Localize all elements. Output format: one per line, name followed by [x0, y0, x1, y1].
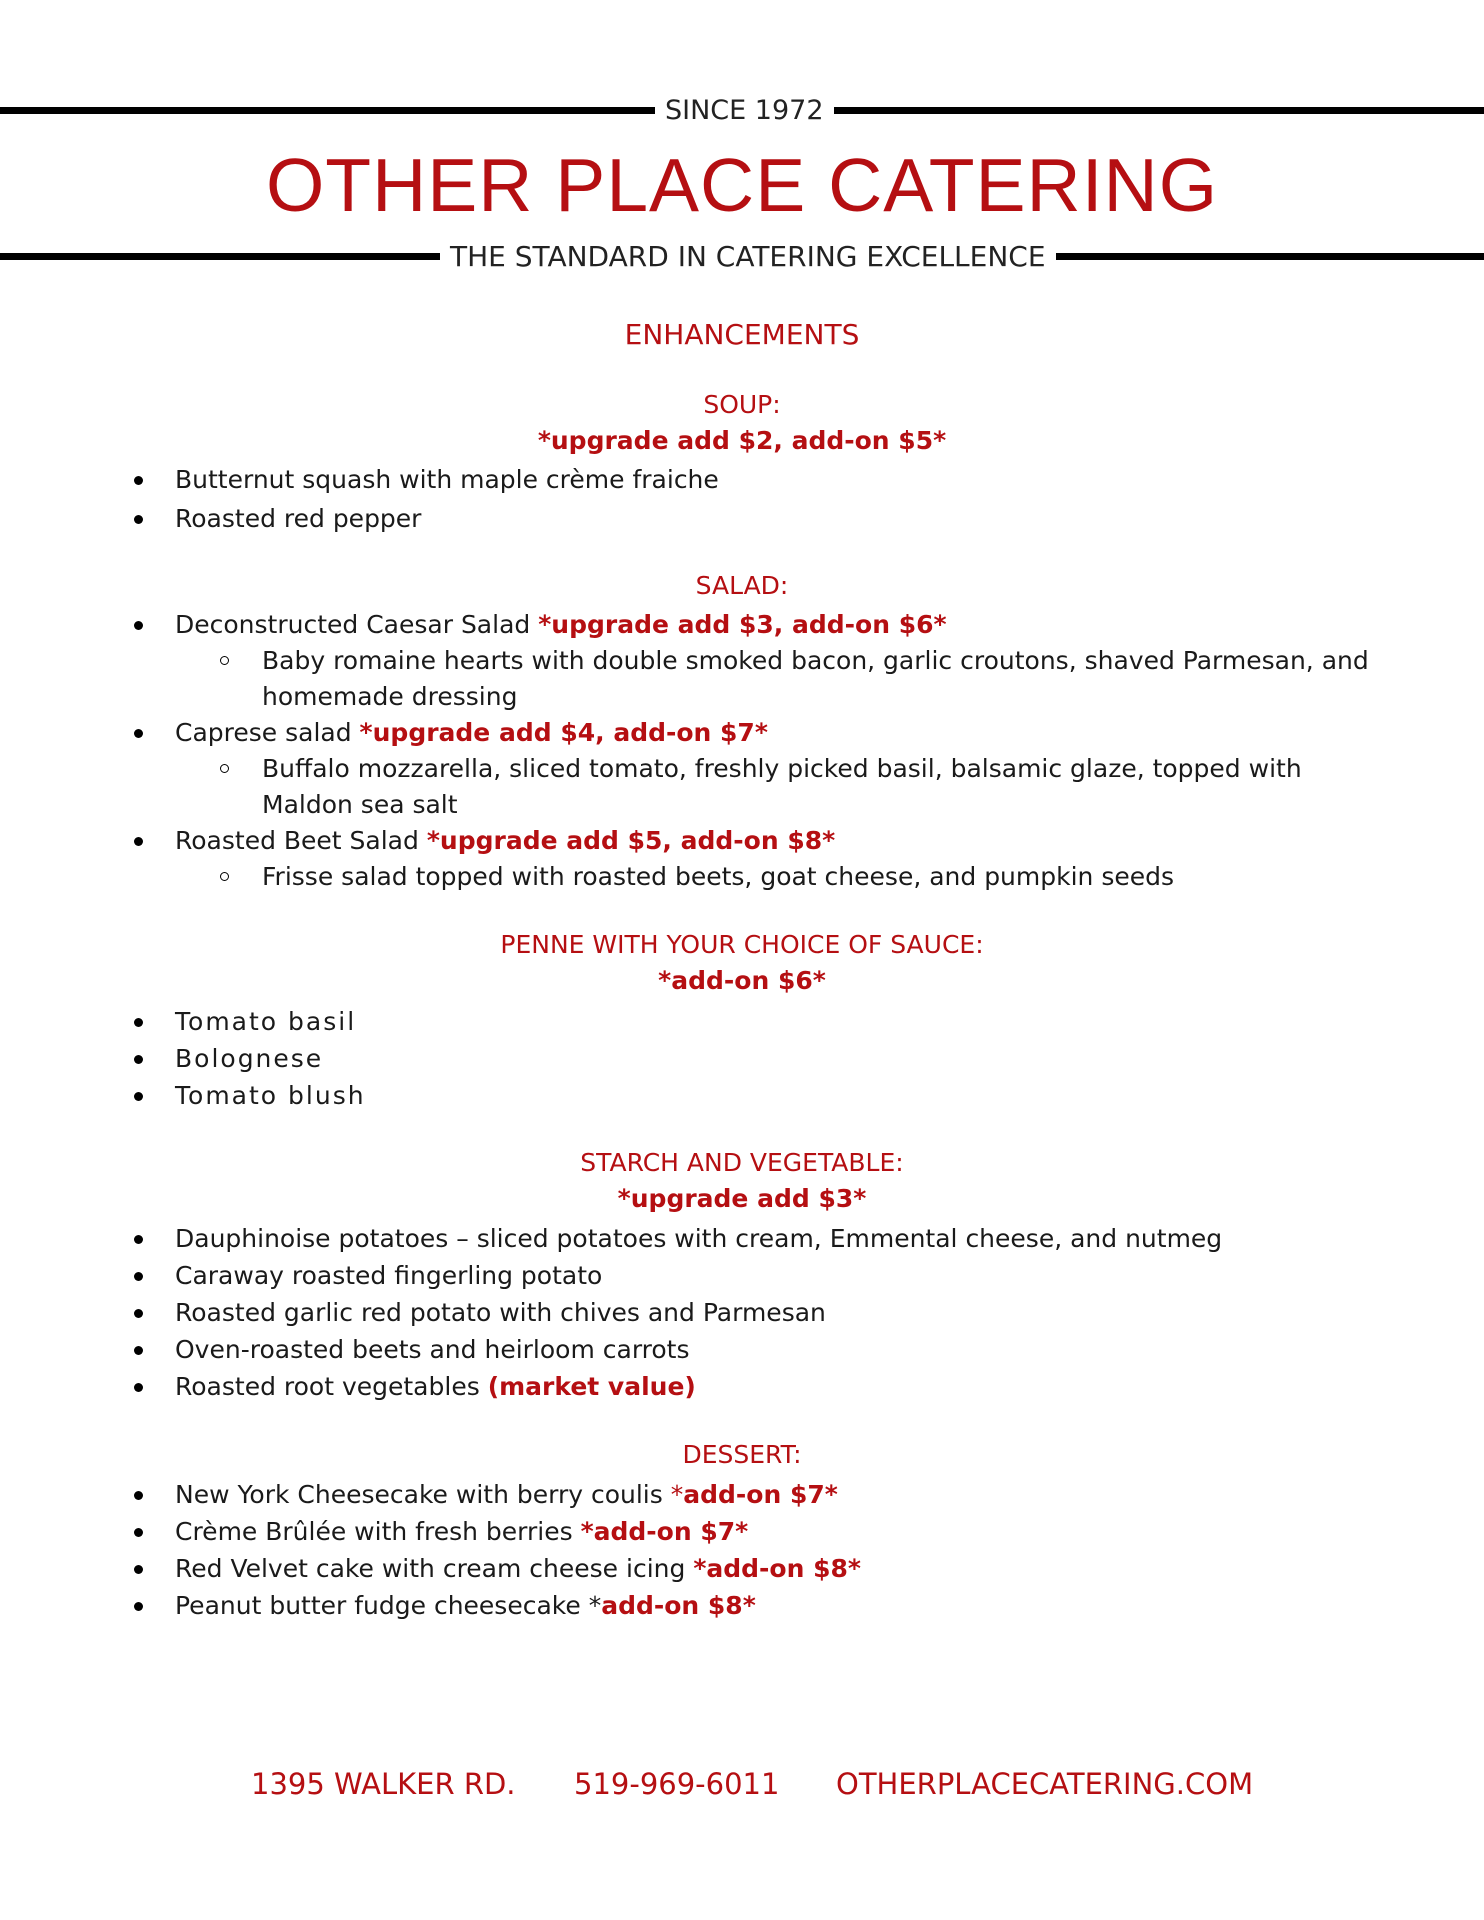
- dessert-item-price: add-on $7*: [683, 1480, 838, 1509]
- dessert-item-price: add-on $8*: [601, 1591, 756, 1620]
- salad-item: [175, 715, 768, 751]
- soup-note: *upgrade add $2, add-on $5*: [537, 426, 947, 455]
- since-text: SINCE 1972: [665, 94, 824, 126]
- dessert-item-price: *add-on $7*: [580, 1517, 749, 1546]
- salad-item-price: *upgrade add $4, add-on $7*: [359, 718, 768, 747]
- dessert-item-name: New York Cheesecake with berry coulis: [175, 1480, 663, 1509]
- footer-address: 1395 WALKER RD.: [251, 1767, 516, 1801]
- dessert-item-name: Peanut butter fudge cheesecake: [175, 1591, 581, 1620]
- starch-note: *upgrade add $3*: [617, 1184, 867, 1213]
- dessert-item-name: Crème Brûlée with fresh berries: [175, 1517, 573, 1546]
- salad-item-name: Caprese salad: [175, 718, 352, 747]
- salad-item: [175, 823, 835, 859]
- since-banner: [0, 90, 1484, 130]
- market-value-note: (market value): [487, 1372, 696, 1401]
- soup-heading: SOUP:: [703, 390, 781, 419]
- starch-item: Oven-roasted beets and heirloom carrots: [175, 1332, 690, 1368]
- salad-heading: SALAD:: [695, 571, 789, 600]
- dessert-item: [175, 1588, 756, 1624]
- starch-item: [175, 1369, 696, 1405]
- soup-item: Butternut squash with maple crème fraiche: [175, 462, 719, 498]
- starch-item-name: Roasted root vegetables: [175, 1372, 480, 1401]
- tagline-text: THE STANDARD IN CATERING EXCELLENCE: [450, 239, 1046, 273]
- starch-item: Roasted garlic red potato with chives and Parmesan: [175, 1295, 826, 1331]
- salad-item-name: Roasted Beet Salad: [175, 826, 419, 855]
- starch-item: Dauphinoise potatoes – sliced potatoes with cream, Emmental cheese, and nutmeg: [175, 1221, 1222, 1257]
- penne-item: Bolognese: [175, 1041, 323, 1077]
- penne-item: Tomato basil: [175, 1004, 356, 1040]
- footer-website[interactable]: OTHERPLACECATERING.COM: [836, 1767, 1254, 1801]
- dessert-item-price: *add-on $8*: [693, 1554, 861, 1583]
- soup-item: Roasted red pepper: [175, 501, 421, 537]
- top-rule-right: [834, 107, 1484, 114]
- salad-item-name: Deconstructed Caesar Salad: [175, 610, 531, 639]
- dessert-heading: DESSERT:: [682, 1440, 802, 1469]
- penne-item: Tomato blush: [175, 1078, 366, 1114]
- dessert-item-star: *: [670, 1480, 684, 1509]
- brand-title: OTHER PLACE CATERING: [265, 143, 1219, 227]
- penne-note: *add-on $6*: [658, 966, 826, 995]
- salad-item: [175, 607, 947, 643]
- salad-item-desc: Buffalo mozzarella, sliced tomato, freshly picked basil, balsamic glaze, topped with Maldon sea salt: [262, 751, 1382, 823]
- dessert-item: [175, 1514, 748, 1550]
- dessert-item: [175, 1551, 861, 1587]
- dessert-item-name: Red Velvet cake with cream cheese icing: [175, 1554, 686, 1583]
- salad-item-price: *upgrade add $3, add-on $6*: [538, 610, 947, 639]
- footer-phone[interactable]: 519-969-6011: [574, 1767, 780, 1801]
- salad-item-desc: Baby romaine hearts with double smoked bacon, garlic croutons, shaved Parmesan, and homemade dressing: [262, 643, 1382, 715]
- page-title: ENHANCEMENTS: [624, 318, 860, 351]
- salad-item-desc: Frisse salad topped with roasted beets, goat cheese, and pumpkin seeds: [262, 859, 1382, 895]
- starch-item: Caraway roasted fingerling potato: [175, 1258, 602, 1294]
- tagline-banner: [0, 236, 1484, 276]
- dessert-item: [175, 1477, 838, 1513]
- starch-heading: STARCH AND VEGETABLE:: [580, 1148, 904, 1177]
- dessert-item-star: *: [588, 1591, 602, 1620]
- bottom-rule-left: [0, 253, 440, 260]
- top-rule-left: [0, 107, 655, 114]
- penne-heading: PENNE WITH YOUR CHOICE OF SAUCE:: [500, 930, 984, 959]
- salad-item-price: *upgrade add $5, add-on $8*: [426, 826, 836, 855]
- bottom-rule-right: [1056, 253, 1484, 260]
